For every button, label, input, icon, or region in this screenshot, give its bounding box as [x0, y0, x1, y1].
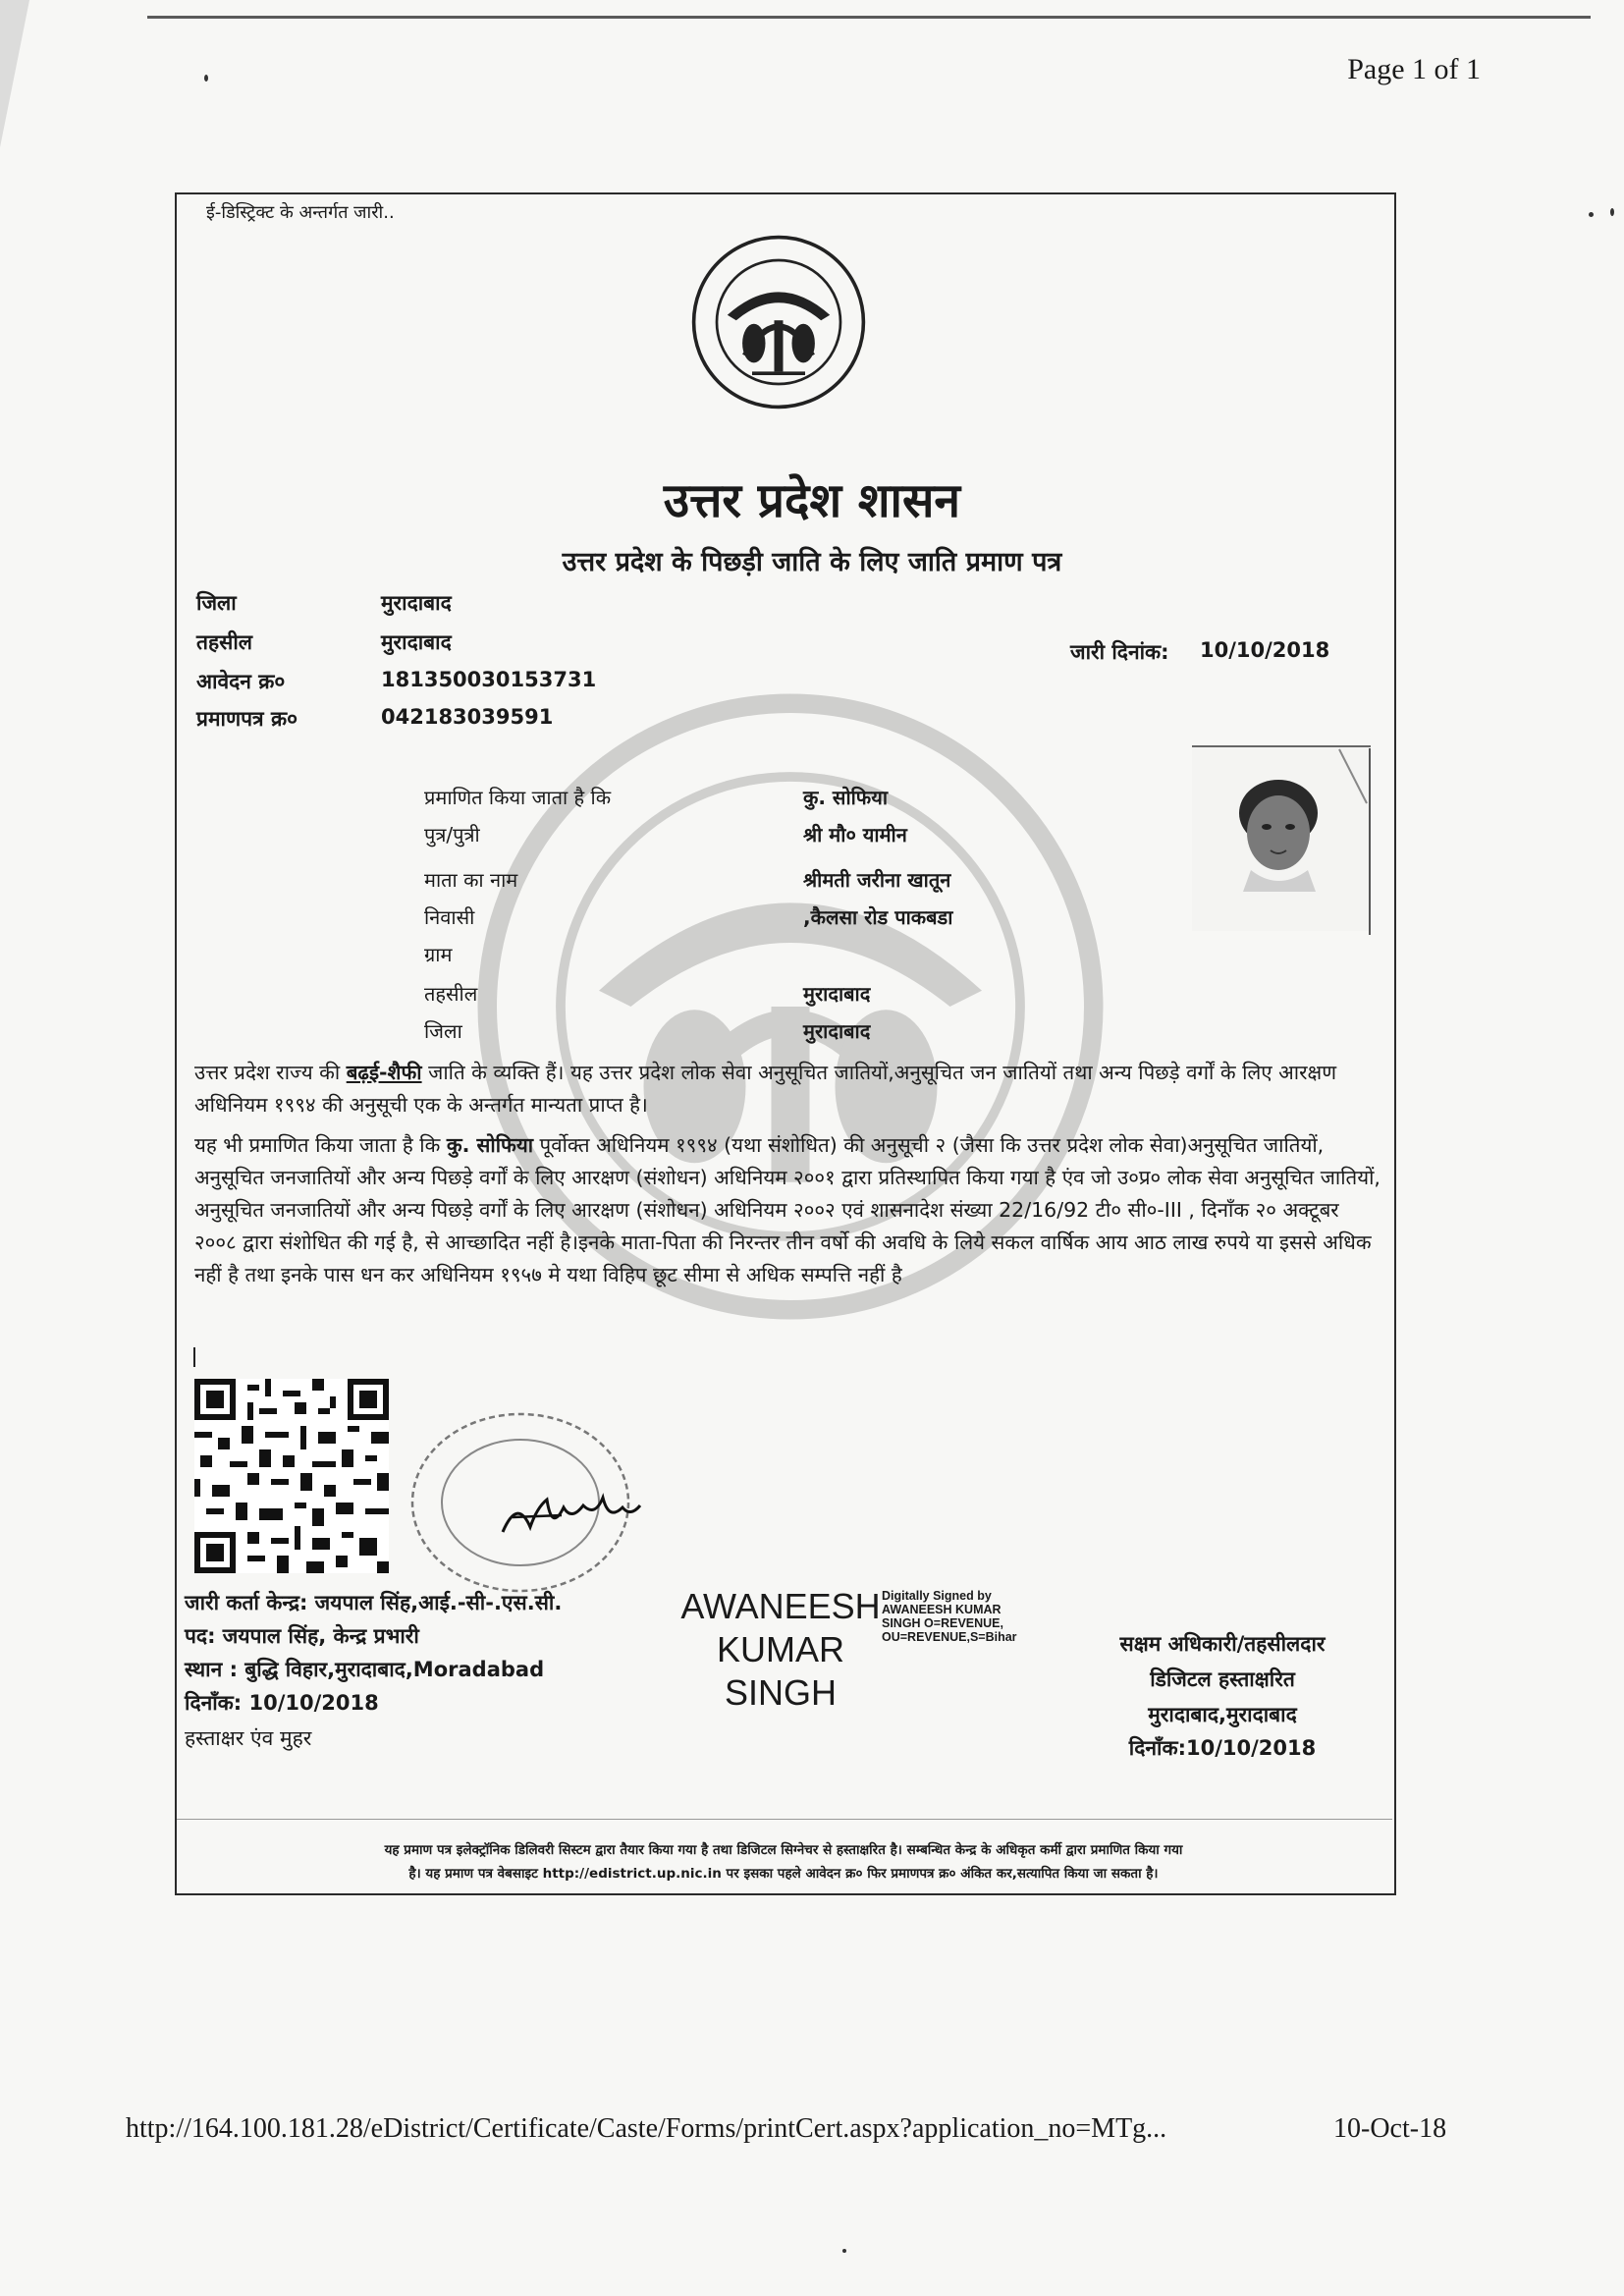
digital-signature-meta-3: SINGH O=REVENUE,: [882, 1616, 1003, 1630]
print-date: 10-Oct-18: [1333, 2113, 1447, 2144]
scan-shadow: [0, 0, 29, 147]
footer-note-line-2: है। यह प्रमाण पत्र वेबसाइट http://edistrict.up.nic.in पर इसका पहले आवेदन क्र० फिर प्रमाणपत्र क्र० अंकित कर,सत्यापित किया जा सकता है।: [408, 1866, 1159, 1882]
income-paragraph-start: यह भी प्रमाणित किया जाता है कि: [194, 1133, 447, 1157]
caste-paragraph: [194, 1057, 1382, 1121]
tehsil-value: मुरादाबाद: [381, 630, 452, 654]
detail-district-label: जिला: [424, 1019, 462, 1043]
text-cursor-mark: [193, 1347, 195, 1367]
income-paragraph: [194, 1129, 1382, 1291]
applicant-name-inline: कु. सोफिया: [446, 1133, 534, 1157]
scan-speck: [1610, 208, 1614, 216]
resident-label: निवासी: [424, 905, 475, 929]
caste-name: बढ़ई-शैफी: [346, 1061, 422, 1084]
officer-date: दिनाँक:10/10/2018: [1128, 1736, 1317, 1760]
qr-code: [194, 1379, 389, 1573]
application-no-label: आवेदन क्र०: [196, 670, 286, 693]
certificate-no-label: प्रमाणपत्र क्र०: [196, 707, 298, 731]
issuing-centre: जारी कर्ता केन्द्र: जयपाल सिंह,आई.-सी-.एस.सी.: [185, 1591, 563, 1614]
photo-border: [1369, 748, 1371, 935]
certified-label: प्रमाणित किया जाता है कि: [424, 786, 612, 809]
parent-label: पुत्र/पुत्री: [424, 823, 480, 847]
caste-paragraph-start: उत्तर प्रदेश राज्य की: [194, 1061, 347, 1084]
digital-signature-meta-4: OU=REVENUE,S=Bihar: [882, 1630, 1017, 1644]
handwritten-signature: [493, 1478, 650, 1547]
district-value: मुरादाबाद: [381, 591, 452, 615]
caste-paragraph-end: जाति के व्यक्ति हैं। यह उत्तर प्रदेश लोक सेवा अनुसूचित जातियों,अनुसूचित जन जातियों तथा अन्य पिछड़े वर्गों के लिए आरक्षण अधिनियम १९९४ की अनुसूची एक के अन्तर्गत मान्यता प्राप्त है।: [194, 1061, 1337, 1117]
certificate-subtitle: उत्तर प्रदेश के पिछड़ी जाति के लिए जाति प्रमाण पत्र: [562, 547, 1062, 577]
scan-speck: [842, 2249, 846, 2253]
issue-date-label: जारी दिनांक:: [1070, 640, 1169, 664]
issuer-designation: पद: जयपाल सिंह, केन्द्र प्रभारी: [185, 1624, 419, 1648]
scan-speck: [204, 75, 208, 82]
tehsil-label: तहसील: [196, 630, 252, 654]
income-paragraph-end: पूर्वोक्त अधिनियम १९९४ (यथा संशोधित) की अनुसूची २ (जैसा कि उत्तर प्रदेश लोक सेवा)अनुसूचित जातियों, अनुसूचित जनजातियों और अन्य पिछड़े वर्गों के लिए आरक्षण (संशोधन) अधिनियम २००१ द्वारा प्रतिस्थापित किया गया है एंव जो उ०प्र० लोक सेवा अनुसूचित जातियों, अनुसूचित जनजातियों और अन्य पिछड़े वर्गों के लिए आरक्षण (संशोधन) अधिनियम २००२ एवं शासनादेश संख्या 22/16/92 टी० सी०-III , दिनाँक २० अक्टूबर २००८ द्वारा संशोधित की गई है, से आच्छादित नहीं है।इनके माता-पिता की निरन्तर तीन वर्षो की अवधि के लिये सकल वार्षिक आय आठ लाख रुपये या इससे अधिक नहीं है तथा इनके पास धन कर अधिनियम १९५७ मे यथा विहिप छूट सीमा से अधिक सम्पत्ति नहीं है: [194, 1133, 1380, 1286]
digital-signer-last-name: SINGH: [724, 1672, 837, 1713]
signature-and-seal-label: हस्ताक्षर एंव मुहर: [185, 1726, 312, 1750]
mother-label: माता का नाम: [424, 868, 518, 892]
village-label: ग्राम: [424, 943, 453, 966]
issuer-location: स्थान : बुद्धि विहार,मुरादाबाद,Moradabad: [185, 1658, 545, 1681]
district-label: जिला: [196, 591, 237, 615]
officer-title: सक्षम अधिकारी/तहसीलदार: [1119, 1632, 1326, 1656]
mother-name: श्रीमती जरीना खातून: [803, 868, 951, 892]
officer-place: मुरादाबाद,मुरादाबाद: [1148, 1703, 1297, 1726]
issued-note: ई-डिस्ट्रिक्ट के अन्तर्गत जारी..: [206, 202, 395, 223]
digital-signature-meta-1: Digitally Signed by: [882, 1589, 992, 1603]
scan-edge-line: [147, 16, 1591, 19]
page-number: Page 1 of 1: [1347, 53, 1481, 85]
scan-speck: [1589, 212, 1594, 217]
digital-signer-middle-name: KUMAR: [716, 1629, 844, 1669]
detail-tehsil-value: मुरादाबाद: [803, 982, 871, 1006]
footer-note-line-1: यह प्रमाण पत्र इलेक्ट्रॉनिक डिलिवरी सिस्टम द्वारा तैयार किया गया है तथा डिजिटल सिग्नेचर से हस्ताक्षरित है। सम्बन्धित केन्द्र के अधिकृत कर्मी द्वारा प्रमाणित किया गया: [384, 1842, 1183, 1858]
detail-district-value: मुरादाबाद: [803, 1019, 871, 1043]
digital-signature-meta-2: AWANEESH KUMAR: [882, 1603, 1001, 1616]
footer-divider: [177, 1819, 1392, 1820]
applicant-name: कु. सोफिया: [803, 786, 889, 809]
state-emblem: [690, 234, 867, 410]
digital-signer-first-name: AWANEESH: [680, 1586, 881, 1626]
print-url: http://164.100.181.28/eDistrict/Certificate/Caste/Forms/printCert.aspx?application_no=MTg...: [126, 2113, 1167, 2144]
issue-date-value: 10/10/2018: [1200, 638, 1330, 662]
resident-value: ,कैलसा रोड पाकबडा: [803, 905, 953, 929]
father-name: श्री मौ० यामीन: [803, 823, 907, 847]
detail-tehsil-label: तहसील: [424, 982, 478, 1006]
certificate-title: उत्तर प्रदेश शासन: [663, 473, 961, 528]
issuer-date: दिनाँक: 10/10/2018: [185, 1691, 379, 1715]
application-no-value: 181350030153731: [381, 668, 597, 691]
applicant-photo: [1192, 744, 1371, 931]
officer-digital-signed: डिजिटल हस्ताक्षरित: [1150, 1667, 1295, 1691]
certificate-no-value: 042183039591: [381, 705, 554, 729]
